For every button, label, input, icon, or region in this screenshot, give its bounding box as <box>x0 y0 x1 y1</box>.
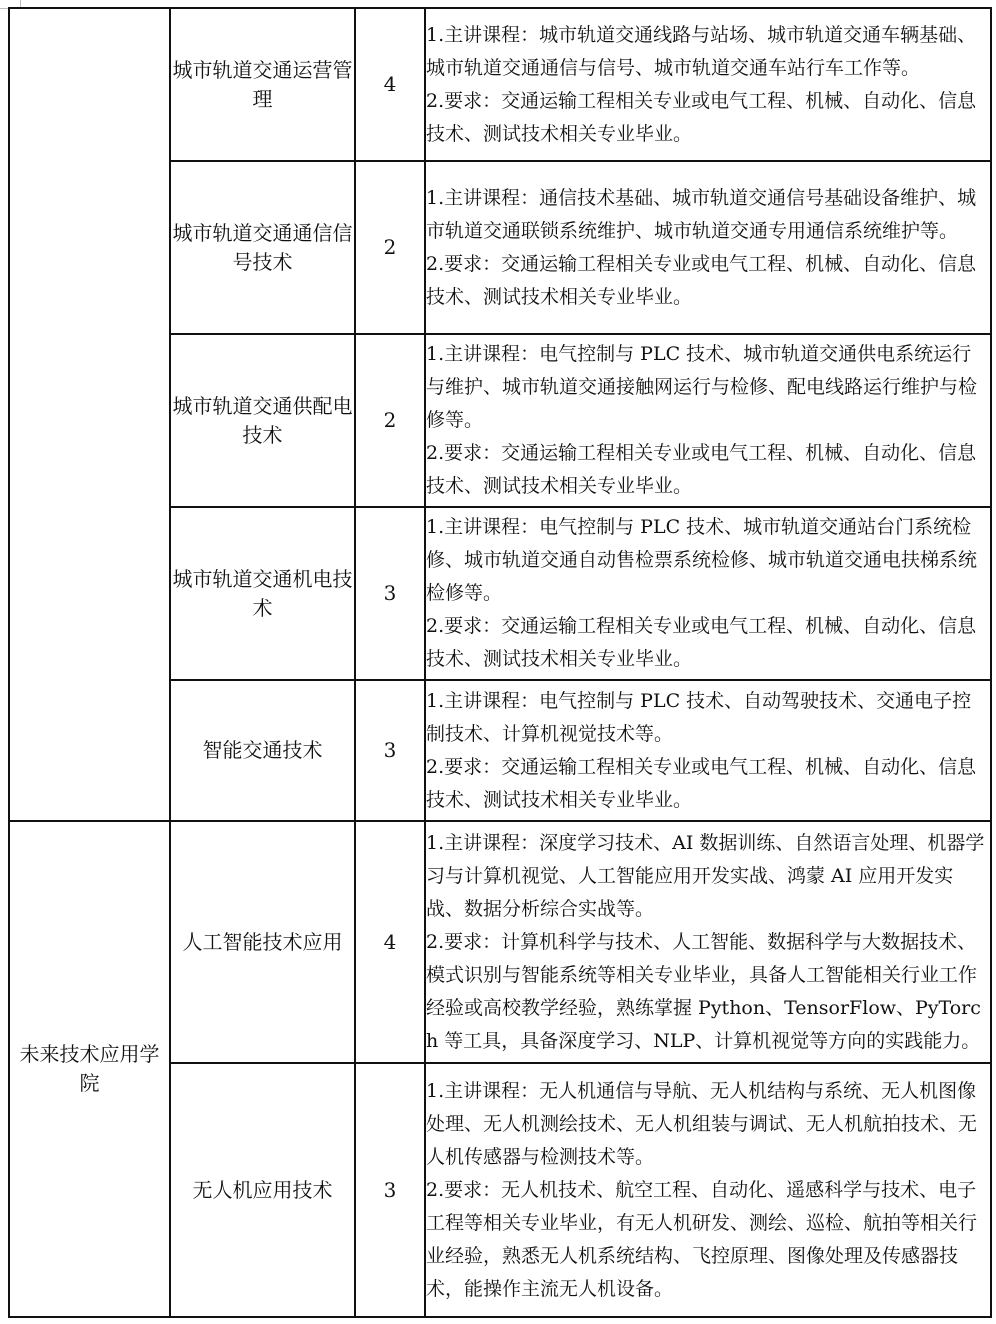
major-cell: 智能交通技术 <box>170 680 355 821</box>
courses-text: 1.主讲课程：深度学习技术、AI 数据训练、自然语言处理、机器学习与计算机视觉、人工智能应用开发实战、鸿蒙 AI 应用开发实战、数据分析综合实战等。 <box>426 831 985 920</box>
table-row <box>9 821 991 1063</box>
courses-text: 1.主讲课程：电气控制与 PLC 技术、城市轨道交通站台门系统检修、城市轨道交通自动售检票系统检修、城市轨道交通电扶梯系统检修等。 <box>426 516 978 604</box>
major-cell: 无人机应用技术 <box>170 1063 355 1317</box>
requirements-text: 2.要求：交通运输工程相关专业或电气工程、机械、自动化、信息技术、测试技术相关专业毕业。 <box>426 755 977 811</box>
count-cell: 3 <box>355 680 425 821</box>
count-cell: 3 <box>355 1063 425 1317</box>
count-cell: 2 <box>355 334 425 507</box>
courses-text: 1.主讲课程：电气控制与 PLC 技术、自动驾驶技术、交通电子控制技术、计算机视觉技术等。 <box>426 689 972 745</box>
major-cell: 城市轨道交通运营管理 <box>170 8 355 161</box>
requirements-text: 2.要求：无人机技术、航空工程、自动化、遥感科学与技术、电子工程等相关专业毕业，有无人机研发、测绘、巡检、航拍等相关行业经验，熟悉无人机系统结构、飞控原理、图像处理及传感器技术，能操作主流无人机设备。 <box>426 1178 978 1300</box>
requirements-text: 2.要求：交通运输工程相关专业或电气工程、机械、自动化、信息技术、测试技术相关专业毕业。 <box>426 89 977 145</box>
description-cell <box>425 507 991 680</box>
requirements-text: 2.要求：交通运输工程相关专业或电气工程、机械、自动化、信息技术、测试技术相关专业毕业。 <box>426 442 977 497</box>
description-cell <box>425 1063 991 1317</box>
courses-text: 1.主讲课程：城市轨道交通线路与站场、城市轨道交通车辆基础、城市轨道交通通信与信号、城市轨道交通车站行车工作等。 <box>426 23 977 79</box>
college-cell: 未来技术应用学院 <box>9 821 170 1317</box>
requirements-text: 2.要求：交通运输工程相关专业或电气工程、机械、自动化、信息技术、测试技术相关专业毕业。 <box>426 615 977 670</box>
courses-text: 1.主讲课程：电气控制与 PLC 技术、城市轨道交通供电系统运行与维护、城市轨道交通接触网运行与检修、配电线路运行维护与检修等。 <box>426 343 978 431</box>
courses-text: 1.主讲课程：通信技术基础、城市轨道交通信号基础设备维护、城市轨道交通联锁系统维护、城市轨道交通专用通信系统维护等。 <box>426 186 977 242</box>
description-cell <box>425 821 991 1063</box>
courses-text: 1.主讲课程：无人机通信与导航、无人机结构与系统、无人机图像处理、无人机测绘技术、无人机组装与调试、无人机航拍技术、无人机传感器与检测技术等。 <box>426 1079 978 1168</box>
count-cell: 3 <box>355 507 425 680</box>
count-cell: 2 <box>355 161 425 334</box>
count-cell: 4 <box>355 821 425 1063</box>
major-cell: 城市轨道交通机电技术 <box>170 507 355 680</box>
count-cell: 4 <box>355 8 425 161</box>
requirements-text: 2.要求：计算机科学与技术、人工智能、数据科学与大数据技术、模式识别与智能系统等相关专业毕业，具备人工智能相关行业工作经验或高校教学经验，熟练掌握 Python、TensorFlow、PyTorch 等工具，具备深度学习、NLP、计算机视觉等方向的实践能力。 <box>426 930 981 1052</box>
description-cell <box>425 680 991 821</box>
description-cell <box>425 334 991 507</box>
major-cell: 人工智能技术应用 <box>170 821 355 1063</box>
college-cell-empty <box>9 8 170 821</box>
description-cell <box>425 161 991 334</box>
requirements-text: 2.要求：交通运输工程相关专业或电气工程、机械、自动化、信息技术、测试技术相关专业毕业。 <box>426 252 977 308</box>
table-row <box>9 8 991 161</box>
recruitment-table <box>8 7 992 1318</box>
major-cell: 城市轨道交通通信信号技术 <box>170 161 355 334</box>
major-cell: 城市轨道交通供配电技术 <box>170 334 355 507</box>
description-cell <box>425 8 991 161</box>
